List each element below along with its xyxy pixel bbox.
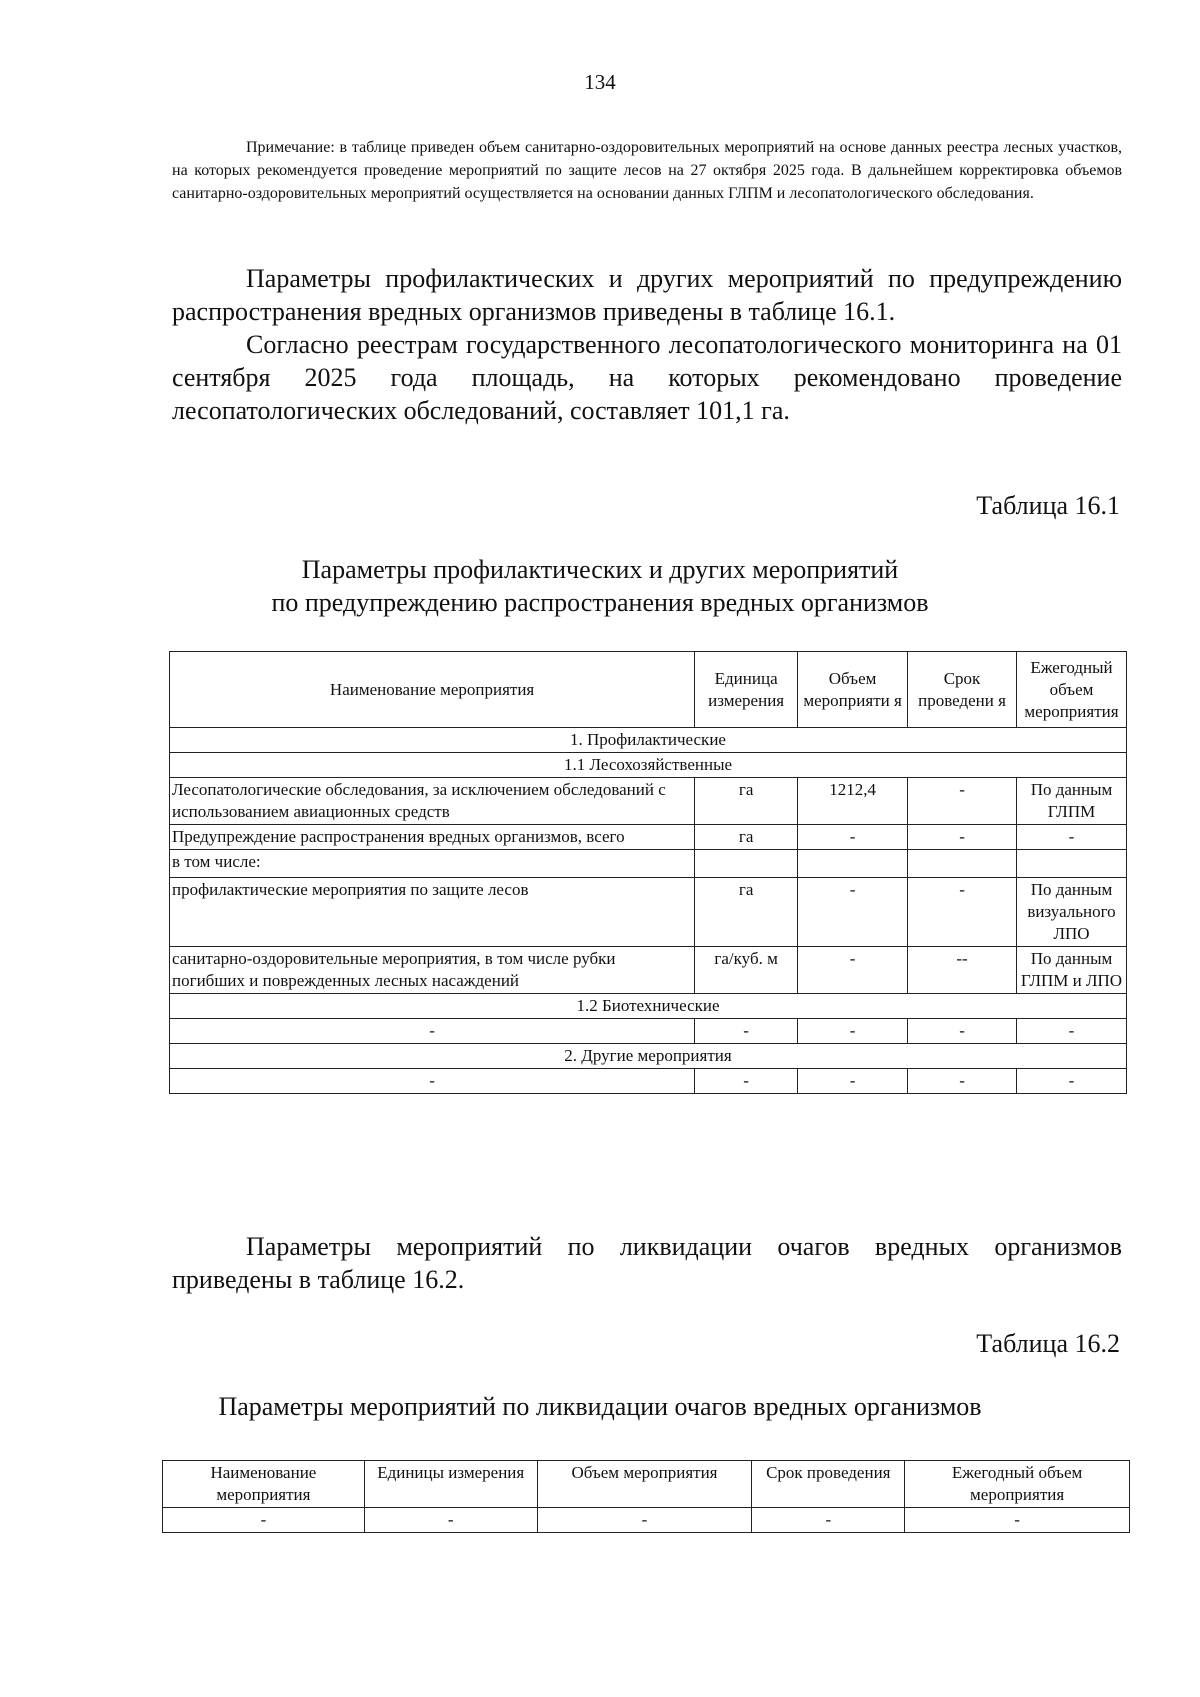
header-name: Наименование мероприятия — [163, 1461, 365, 1508]
paragraph-3-block — [172, 1230, 1122, 1296]
paragraph-2: Согласно реестрам государственного лесопатологического мониторинга на 01 сентября 2025 года площадь, на которых рекомендовано проведение лесопатологических обследований, составляет 101,1 га. — [172, 330, 1122, 425]
table-note — [172, 136, 1122, 205]
table-row: в том числе: — [170, 850, 1127, 878]
header-name: Наименование мероприятия — [170, 652, 695, 728]
paragraph-3: Параметры мероприятий по ликвидации очагов вредных организмов приведены в таблице 16.2. — [172, 1232, 1122, 1294]
table-header-row — [170, 652, 1127, 728]
table1-label: Таблица 16.1 — [976, 491, 1120, 520]
header-unit: Единицы измерения — [364, 1461, 537, 1508]
table2-label: Таблица 16.2 — [976, 1329, 1120, 1358]
header-annual: Ежегодный объем мероприятия — [905, 1461, 1130, 1508]
table-row: профилактические мероприятия по защите лесов га - - По данным визуального ЛПО — [170, 878, 1127, 947]
section-row: 2. Другие мероприятия — [170, 1044, 1127, 1069]
table-row: - - - - - — [170, 1069, 1127, 1094]
header-term: Срок проведения — [752, 1461, 905, 1508]
section-row: 1. Профилактические — [170, 728, 1127, 753]
table-header-row — [163, 1461, 1130, 1508]
page-number: 134 — [584, 70, 616, 94]
header-volume: Объем мероприяти я — [798, 652, 908, 728]
table-row: - - - - - — [170, 1019, 1127, 1044]
paragraph-1: Параметры профилактических и других мероприятий по предупреждению распространения вредных организмов приведены в таблице 16.1. — [172, 264, 1122, 326]
table-row: - - - - - — [163, 1508, 1130, 1533]
header-annual: Ежегодный объем мероприятия — [1016, 652, 1126, 728]
header-term: Срок проведени я — [908, 652, 1017, 728]
intro-paragraphs — [172, 262, 1122, 427]
header-unit: Единица измерения — [695, 652, 798, 728]
table2-title: Параметры мероприятий по ликвидации очагов вредных организмов — [218, 1392, 982, 1421]
table-row: Лесопатологические обследования, за исключением обследований с использованием авиационных средств га 1212,4 - По данным ГЛПМ — [170, 778, 1127, 825]
table-16-2 — [162, 1460, 1130, 1533]
section-row: 1.2 Биотехнические — [170, 994, 1127, 1019]
table1-title — [0, 553, 1200, 619]
table-row: Предупреждение распространения вредных организмов, всего га - - - — [170, 825, 1127, 850]
section-row: 1.1 Лесохозяйственные — [170, 753, 1127, 778]
table1-title-line2: по предупреждению распространения вредных организмов — [271, 588, 929, 617]
table1-title-line1: Параметры профилактических и других мероприятий — [301, 555, 899, 584]
table-row: санитарно-оздоровительные мероприятия, в том числе рубки погибших и поврежденных лесных насаждений га/куб. м - -- По данным ГЛПМ и ЛПО — [170, 947, 1127, 994]
note-text: Примечание: в таблице приведен объем санитарно-оздоровительных мероприятий на основе данных реестра лесных участков, на которых рекомендуется проведение мероприятий по защите лесов на 27 октября 2025 года. В дальнейшем корректировка объемов санитарно-оздоровительных мероприятий осуществляется на основании данных ГЛПМ и лесопатологического обследования. — [172, 139, 1122, 202]
header-volume: Объем мероприятия — [537, 1461, 752, 1508]
table-16-1 — [169, 651, 1127, 1094]
